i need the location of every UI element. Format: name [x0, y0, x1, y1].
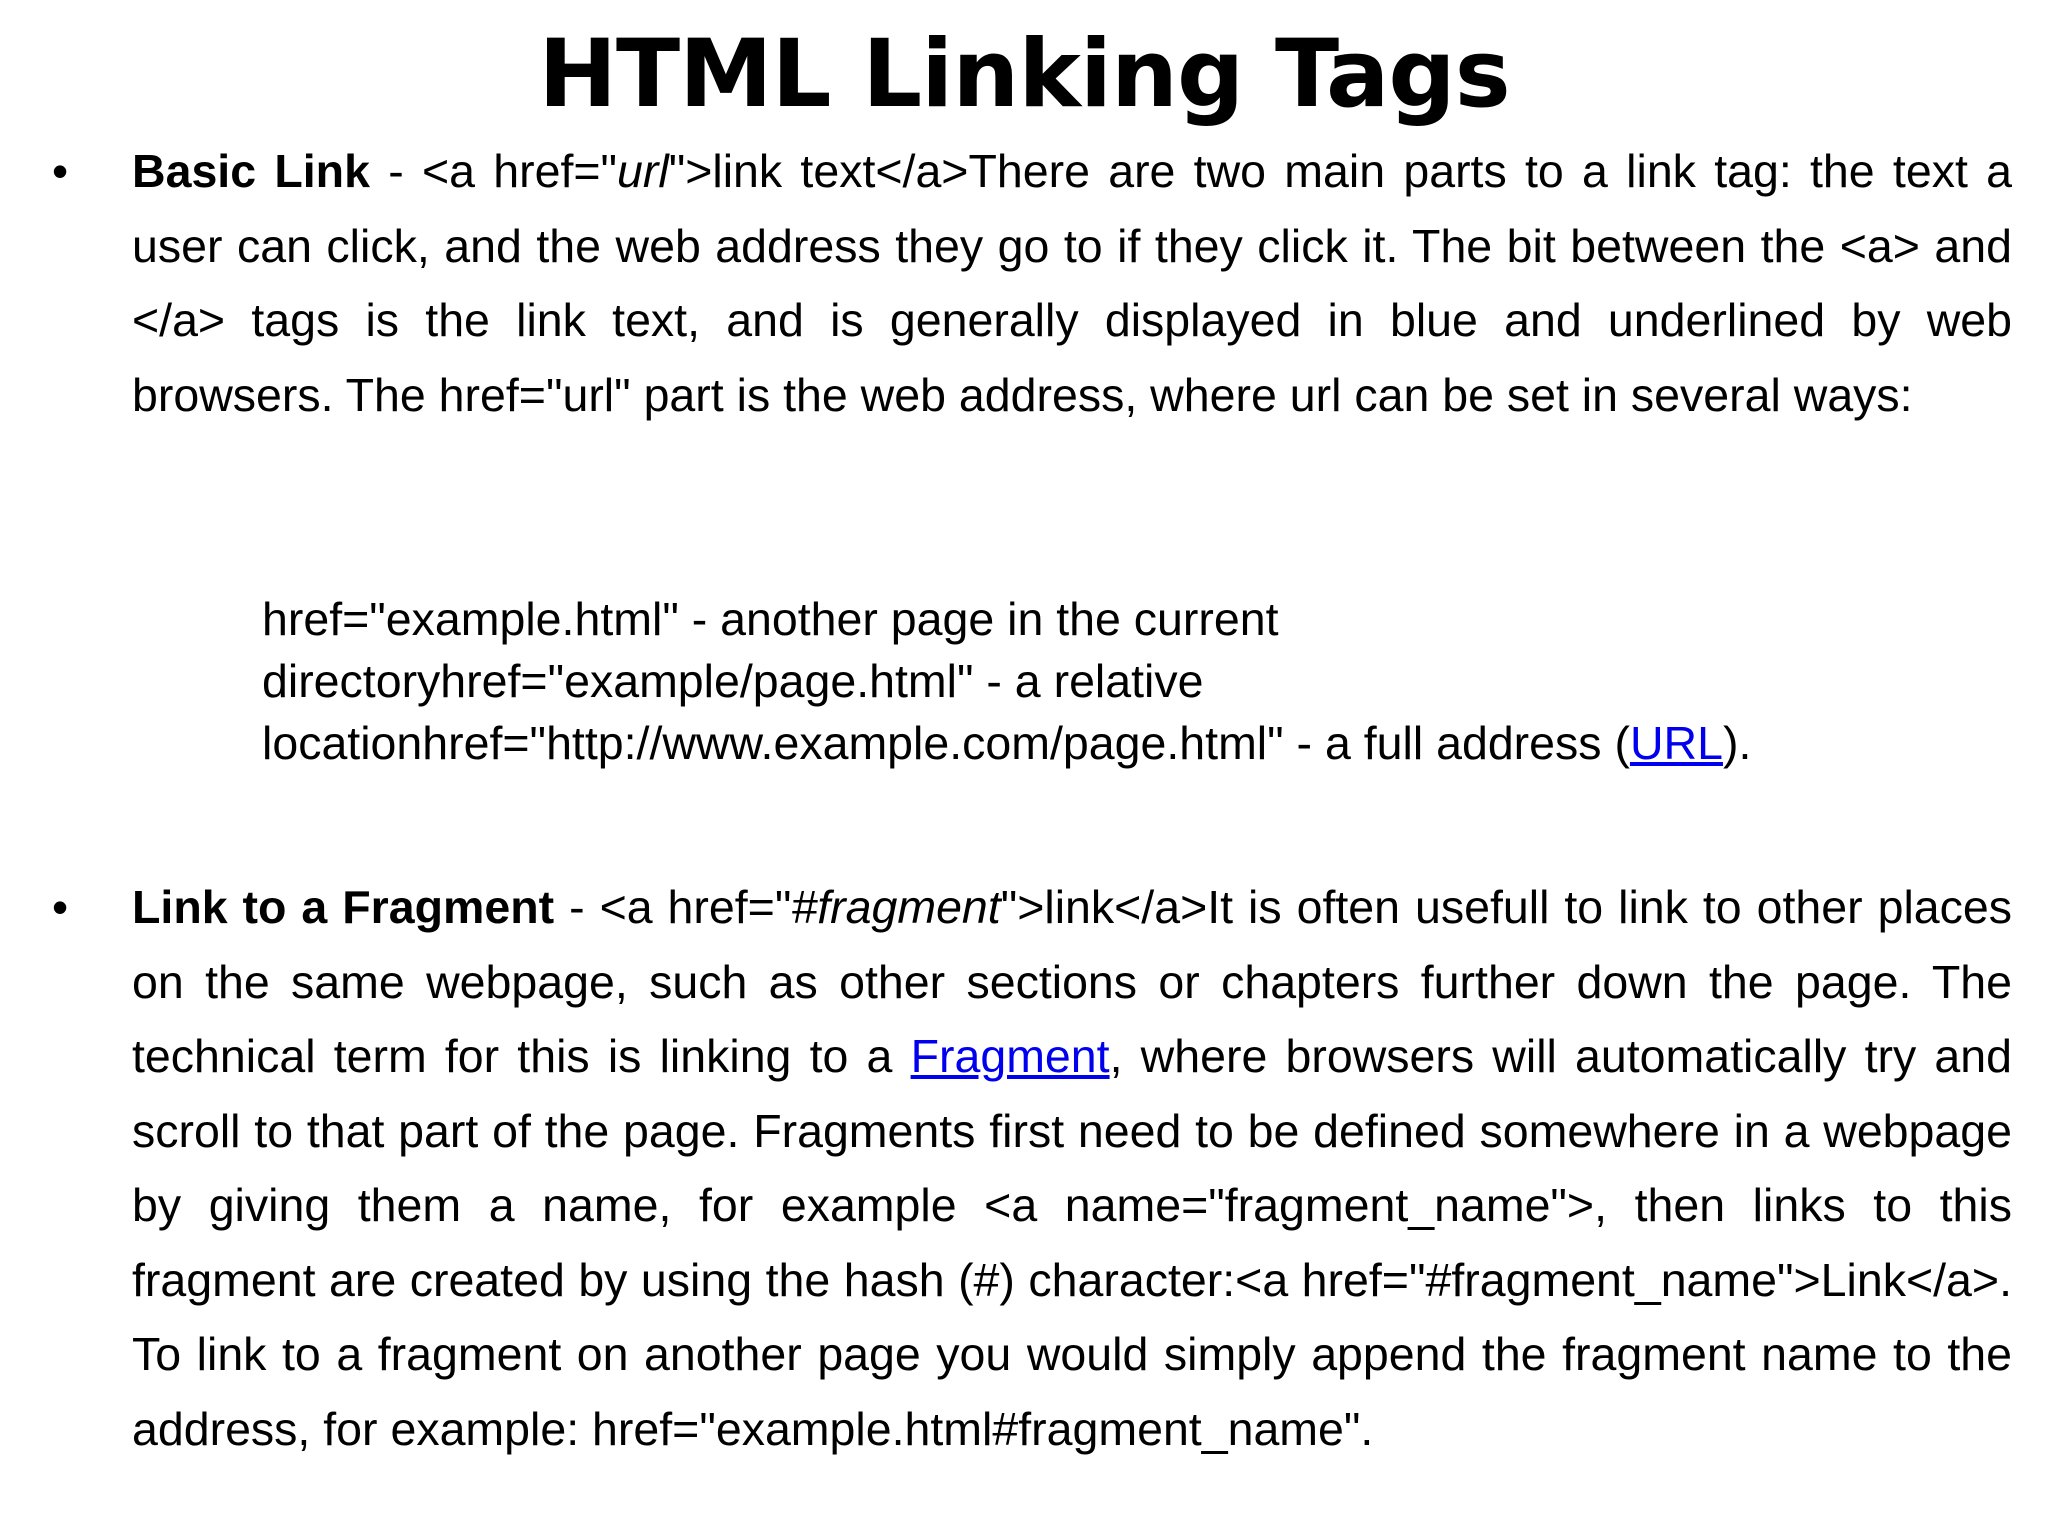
code-basic-link-open: <a href=" — [421, 145, 618, 197]
href-examples-list — [262, 588, 1962, 774]
bullet-fragment-link — [132, 870, 2012, 1466]
fragment-link-description-rest: , where browsers will automatically try and scroll to that part of the page. Fragments first need to be defined somewhere in a webpage by giving them a name, for example <a name="fragment_name">, then links to this fragment are created by using the hash (#) character:<a href="#fragment_name">Link</a>. To link to a fragment on another page you would simply append the fragment name to the address, for example: href="example.html#fragment_name". — [132, 1030, 2012, 1455]
bullet-basic-link — [132, 134, 2012, 432]
slide-title: HTML Linking Tags — [538, 20, 1510, 129]
href-example-full-address-text: locationhref="http://www.example.com/page.html" - a full address ( — [262, 717, 1630, 769]
url-link[interactable]: URL — [1629, 717, 1723, 769]
code-fragment-link-var: #fragment — [791, 881, 1001, 933]
href-example-relative-page: href="example.html" - another page in the current — [262, 593, 1279, 645]
term-fragment-link: Link to a Fragment — [132, 881, 555, 933]
href-example-relative-location: directoryhref="example/page.html" - a relative — [262, 655, 1204, 707]
term-basic-link: Basic Link — [132, 145, 370, 197]
code-fragment-link-open: <a href=" — [599, 881, 792, 933]
code-basic-link-close: ">link text</a> — [668, 145, 969, 197]
separator: - — [554, 881, 600, 933]
code-basic-link-var: url — [617, 145, 669, 197]
href-example-full-address-end: ). — [1722, 717, 1752, 769]
code-fragment-link-close: ">link</a> — [1000, 881, 1208, 933]
bullet-marker-basic-link: • — [52, 145, 69, 197]
fragment-link-description: It is often usefull to link to other places on the same webpage, such as other sections or chapters further down the page. The technical term for this is linking to a — [132, 881, 2013, 1082]
href-example-full-address — [262, 712, 1962, 774]
bullet-marker-fragment-link: • — [52, 881, 69, 933]
separator: - — [369, 145, 422, 197]
basic-link-description: There are two main parts to a link tag: the text a user can click, and the web address they go to if they click it. The bit between the <a> and </a> tags is the link text, and is generally displayed in blue and underlined by web browsers. The href="url" part is the web address, where url can be set in several ways: — [132, 145, 2012, 421]
fragment-link[interactable]: Fragment — [910, 1030, 1110, 1082]
